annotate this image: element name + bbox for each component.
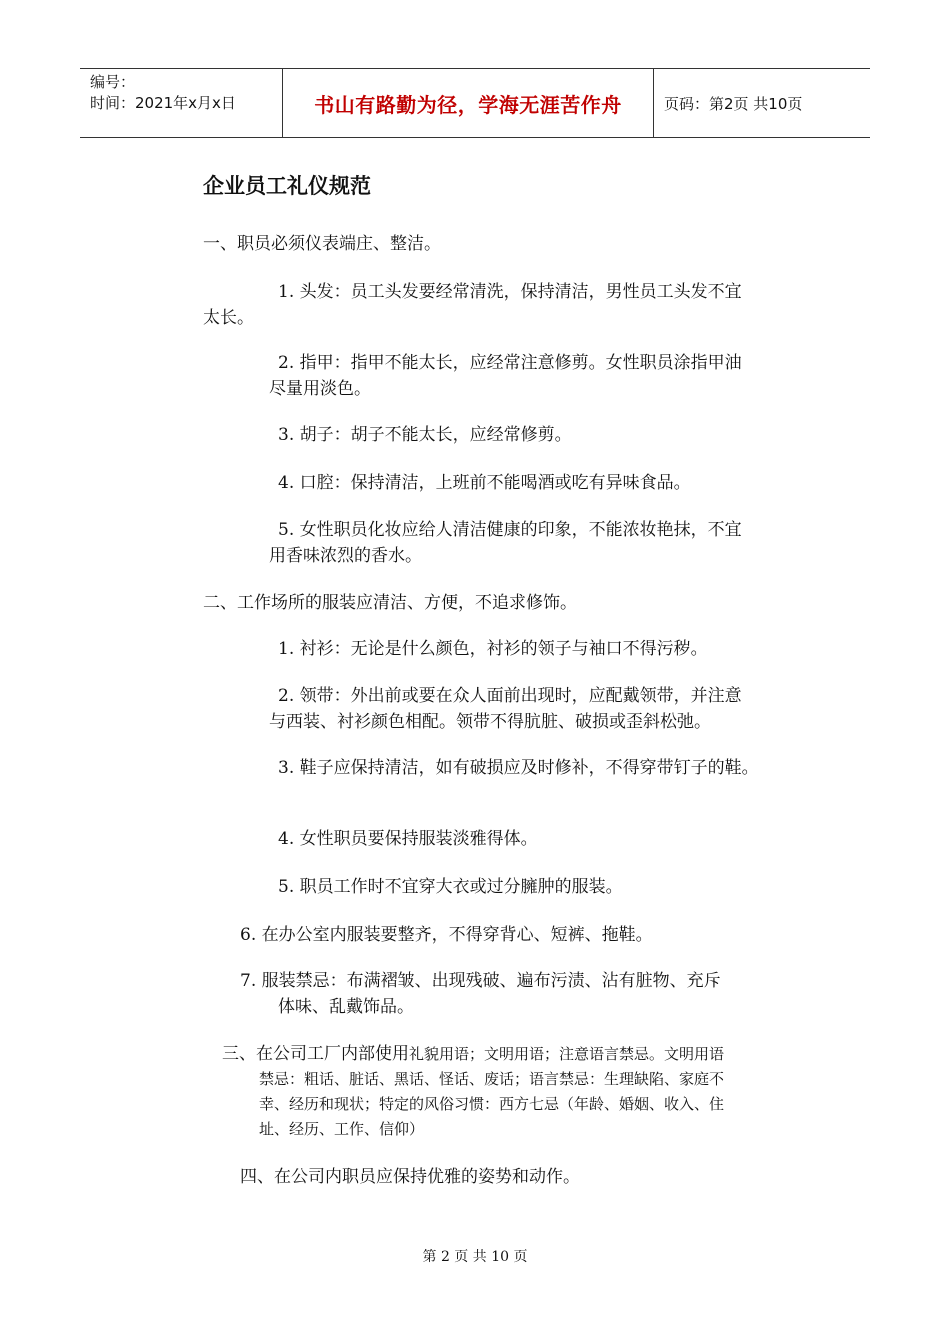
item-1-1-line1: 1. 头发：员工头发要经常清洗，保持清洁，男性员工头发不宜 bbox=[278, 282, 742, 302]
item-2-6: 6. 在办公室内服装要整齐，不得穿背心、短裤、拖鞋。 bbox=[240, 925, 653, 945]
item-1-5-line1: 5. 女性职员化妆应给人清洁健康的印象，不能浓妆艳抹，不宜 bbox=[278, 520, 742, 540]
header-page-info bbox=[654, 69, 870, 137]
header-motto-cell bbox=[282, 69, 654, 137]
section-3-line3: 幸、经历和现状；特定的风俗习惯：西方七忌（年龄、婚姻、收入、住 bbox=[259, 1095, 725, 1113]
page-info-text: 页码：第2页 共10页 bbox=[664, 94, 803, 113]
header-motto: 书山有路勤为径，学海无涯苦作舟 bbox=[314, 92, 622, 117]
item-2-2-line2: 与西装、衬衫颜色相配。领带不得肮脏、破损或歪斜松弛。 bbox=[269, 712, 711, 732]
item-1-3: 3. 胡子：胡子不能太长，应经常修剪。 bbox=[278, 425, 572, 445]
section-3-line2: 禁忌：粗话、脏话、黑话、怪话、废话；语言禁忌：生理缺陷、家庭不 bbox=[259, 1070, 725, 1088]
item-2-1: 1. 衬衫：无论是什么颜色，衬衫的领子与袖口不得污秽。 bbox=[278, 639, 708, 659]
item-1-2-line1: 2. 指甲：指甲不能太长，应经常注意修剪。女性职员涂指甲油 bbox=[278, 353, 742, 373]
section-3-line4: 址、经历、工作、信仰） bbox=[259, 1120, 425, 1138]
item-1-4: 4. 口腔：保持清洁，上班前不能喝酒或吃有异味食品。 bbox=[278, 473, 691, 493]
section-3-line1-rest: 礼貌用语；文明用语；注意语言禁忌。文明用语 bbox=[409, 1045, 725, 1063]
item-1-1-line2: 太长。 bbox=[203, 308, 254, 328]
time-label: 时间：2021年x月x日 bbox=[90, 94, 236, 112]
number-label: 编号： bbox=[90, 73, 136, 91]
item-2-2-line1: 2. 领带：外出前或要在众人面前出现时，应配戴领带，并注意 bbox=[278, 686, 742, 706]
item-2-5: 5. 职员工作时不宜穿大衣或过分臃肿的服装。 bbox=[278, 877, 623, 897]
item-1-2-line2: 尽量用淡色。 bbox=[269, 379, 371, 399]
section-4-heading: 四、在公司内职员应保持优雅的姿势和动作。 bbox=[240, 1167, 580, 1187]
item-2-7-line2: 体味、乱戴饰品。 bbox=[278, 997, 414, 1017]
item-2-3: 3. 鞋子应保持清洁，如有破损应及时修补，不得穿带钉子的鞋。 bbox=[278, 758, 759, 778]
document-title: 企业员工礼仪规范 bbox=[203, 174, 371, 198]
section-1-heading: 一、职员必须仪表端庄、整洁。 bbox=[203, 234, 441, 254]
section-2-heading: 二、工作场所的服装应清洁、方便，不追求修饰。 bbox=[203, 593, 577, 613]
section-3-line1 bbox=[222, 1041, 724, 1067]
item-2-4: 4. 女性职员要保持服装淡雅得体。 bbox=[278, 829, 538, 849]
page-header bbox=[80, 68, 870, 138]
item-2-7-line1: 7. 服装禁忌：布满褶皱、出现残破、遍布污渍、沾有脏物、充斥 bbox=[240, 971, 721, 991]
header-meta bbox=[80, 69, 282, 137]
page-footer: 第 2 页 共 10 页 bbox=[422, 1249, 528, 1265]
section-3-heading: 三、在公司工厂内部使用 bbox=[222, 1044, 409, 1064]
item-1-5-line2: 用香味浓烈的香水。 bbox=[269, 546, 422, 566]
